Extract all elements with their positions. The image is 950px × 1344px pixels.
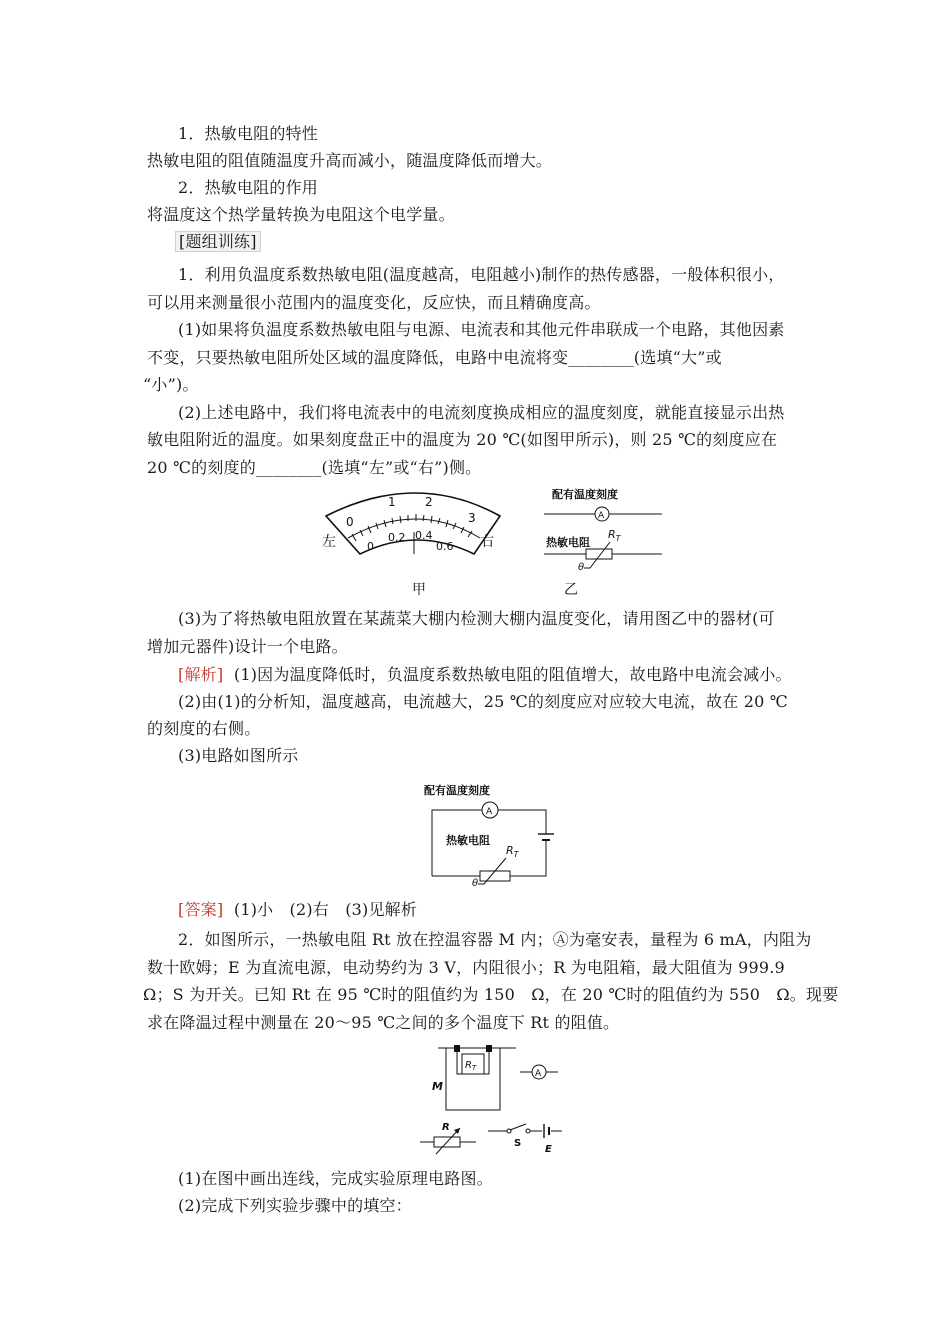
q2-rt-label: $R_T$ <box>465 1060 477 1072</box>
dial-right-label: 右 <box>480 534 494 550</box>
dial-outer-tick-2: 2 <box>425 495 433 509</box>
analysis-line-3: (3)电路如图所示 <box>178 746 299 765</box>
paragraph-thermistor-property: 热敏电阻的阻值随温度升高而减小，随温度降低而增大。 <box>147 151 553 170</box>
figure-yi-components <box>540 484 670 596</box>
analysis-line-1 <box>178 665 792 685</box>
thermistor-label: 热敏电阻 <box>546 536 590 549</box>
switch-blade <box>510 1124 526 1130</box>
question-2-2: (2)完成下列实验步骤中的填空： <box>178 1196 412 1215</box>
analysis-text-1: (1)因为温度降低时，负温度系数热敏电阻的阻值增大，故电路中电流会减小。 <box>233 665 792 684</box>
ammeter-symbol: A <box>598 511 605 521</box>
question-1-3-line-b: 增加元器件)设计一个电路。 <box>147 637 348 656</box>
dial-inner-tick-2: 0.4 <box>415 529 433 542</box>
answer-ammeter-symbol: A <box>486 807 493 817</box>
figure-jia-dial <box>320 484 510 596</box>
question-1-2-line-c: 20 ℃的刻度的________(选填“左”或“右”)侧。 <box>147 458 482 477</box>
answer-thermistor-label: 热敏电阻 <box>446 834 490 847</box>
thermistor-rt-label: $R_T$ <box>608 528 621 543</box>
dial-outer-tick-1: 1 <box>388 495 396 509</box>
meter-scale-label: 配有温度刻度 <box>552 488 618 501</box>
answer-rt-label: $R_T$ <box>506 844 519 859</box>
question-1-1-line-a: (1)如果将负温度系数热敏电阻与电源、电流表和其他元件串联成一个电路，其他因素 <box>178 320 785 339</box>
dial-inner-tick-3: 0.6 <box>436 540 454 553</box>
answer-text: (1)小 (2)右 (3)见解析 <box>233 900 418 919</box>
thermistor-theta: θ <box>578 562 585 573</box>
heading-thermistor-property: 1．热敏电阻的特性 <box>178 124 318 143</box>
question-1-1-line-b: 不变，只要热敏电阻所处区域的温度降低，电路中电流将变________(选填“大”或 <box>147 348 722 367</box>
question-2-1: (1)在图中画出连线，完成实验原理电路图。 <box>178 1169 493 1188</box>
question-2-line-c: Ω；S 为开关。已知 Rt 在 95 ℃时的阻值约为 150 Ω，在 20 ℃时的阻值约为 550 Ω。现要 <box>143 985 839 1004</box>
switch-label: S <box>514 1138 522 1149</box>
answer-thermistor-icon <box>480 871 510 881</box>
section-label-text: [题组训练] <box>175 231 261 252</box>
section-label <box>175 232 261 252</box>
answer-meter-scale-label: 配有温度刻度 <box>424 784 490 797</box>
question-1-line-a: 1．利用负温度系数热敏电阻(温度越高，电阻越小)制作的热传感器，一般体积很小， <box>178 265 785 284</box>
figure-jia-caption: 甲 <box>412 582 426 598</box>
question-1-3-line-a: (3)为了将热敏电阻放置在某蔬菜大棚内检测大棚内温度变化，请用图乙中的器材(可 <box>178 609 775 628</box>
resistance-box-label: R <box>442 1122 450 1133</box>
analysis-line-2a: (2)由(1)的分析知，温度越高，电流越大，25 ℃的刻度应对应较大电流，故在 20 ℃ <box>178 692 788 711</box>
question-2-line-a: 2．如图所示，一热敏电阻 Rt 放在控温容器 M 内；Ⓐ为毫安表，量程为 6 mA，内阻为 <box>178 930 812 949</box>
terminal-right <box>486 1045 492 1052</box>
question-2-line-d: 求在降温过程中测量在 20～95 ℃之间的多个温度下 Rt 的阻值。 <box>147 1013 620 1032</box>
analysis-tag: [解析] <box>178 665 224 684</box>
milliammeter-symbol: A <box>535 1069 542 1079</box>
dial-inner-tick-1: 0.2 <box>388 531 406 544</box>
dial-inner-tick-0: 0 <box>367 540 374 553</box>
figure-q2-apparatus <box>420 1040 580 1160</box>
figure-answer-circuit <box>418 778 568 890</box>
paragraph-thermistor-function: 将温度这个热学量转换为电阻这个电学量。 <box>147 205 455 224</box>
answer-theta: θ <box>472 878 479 889</box>
question-2-line-b: 数十欧姆；E 为直流电源，电动势约为 3 V，内阻很小；R 为电阻箱，最大阻值为 999.9 <box>147 958 785 977</box>
dial-outer-tick-0: 0 <box>346 515 354 529</box>
question-1-line-b: 可以用来测量很小范围内的温度变化，反应快，而且精确度高。 <box>147 293 601 312</box>
answer-line <box>178 900 417 920</box>
question-1-2-line-b: 敏电阻附近的温度。如果刻度盘正中的温度为 20 ℃(如图甲所示)，则 25 ℃的刻度应在 <box>147 430 778 449</box>
question-1-2-line-a: (2)上述电路中，我们将电流表中的电流刻度换成相应的温度刻度，就能直接显示出热 <box>178 403 785 422</box>
answer-tag: [答案] <box>178 900 224 919</box>
dial-left-label: 左 <box>322 534 336 550</box>
source-label: E <box>545 1144 552 1155</box>
thermistor-icon <box>586 549 612 559</box>
dial-outer-tick-3: 3 <box>468 511 476 525</box>
heading-thermistor-function: 2．热敏电阻的作用 <box>178 178 318 197</box>
analysis-line-2b: 的刻度的右侧。 <box>147 719 261 738</box>
switch-contact-right <box>526 1129 530 1133</box>
container-label: M <box>432 1080 443 1093</box>
terminal-left <box>454 1045 460 1052</box>
question-1-1-line-c: “小”)。 <box>143 375 199 394</box>
figure-yi-caption: 乙 <box>564 582 578 598</box>
